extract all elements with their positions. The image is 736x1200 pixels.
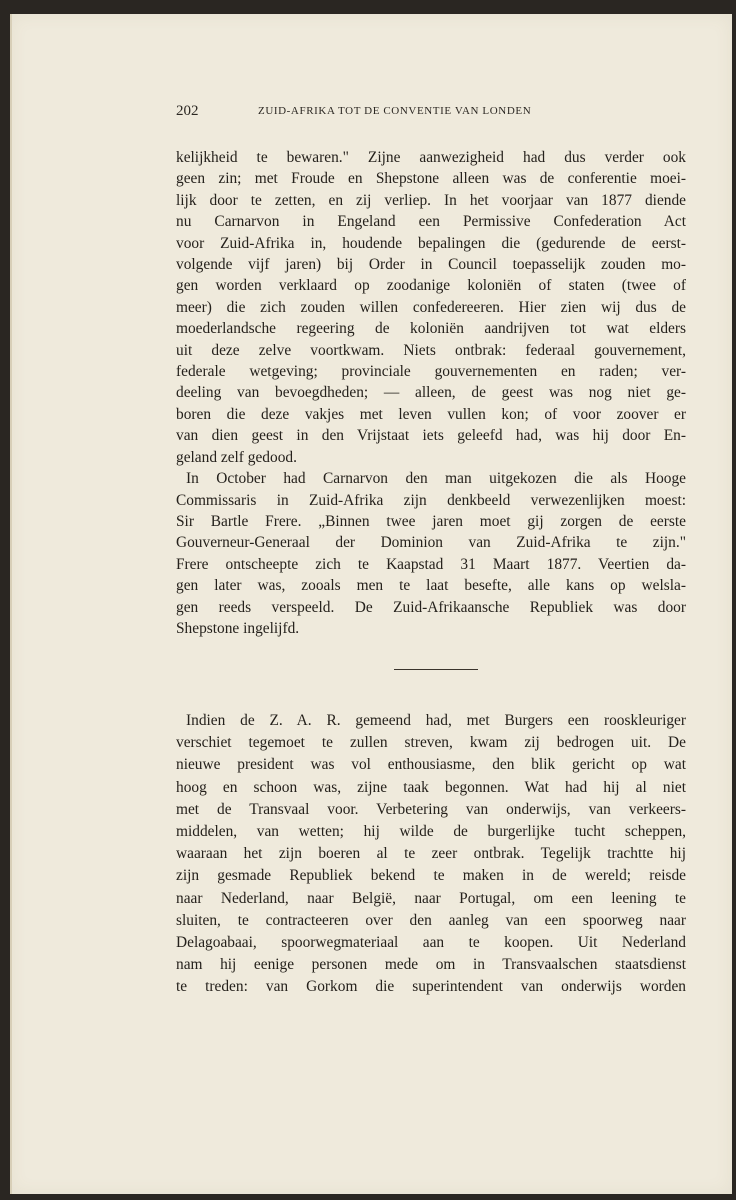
text-line: uit deze zelve voortkwam. Niets ontbrak: federaal gouvernement,	[176, 341, 686, 359]
text-line: gen worden verklaard op zoodanige koloniën of staten (twee of	[176, 277, 686, 295]
text-line: met de Transvaal voor. Verbetering van onderwijs, van verkeers-	[176, 800, 686, 818]
text-line: deeling van bevoegdheden; — alleen, de geest was nog niet ge-	[176, 384, 686, 402]
text-line: nam hij eenige personen mede om in Transvaalschen staatsdienst	[176, 956, 686, 974]
text-line: zijn gesmade Republiek bekend te maken in de wereld; reisde	[176, 867, 686, 885]
text-line: boren die deze vakjes met leven vullen kon; of voor zoover er	[176, 405, 686, 423]
text-line: Frere ontscheepte zich te Kaapstad 31 Maart 1877. Veertien da-	[176, 555, 686, 573]
running-head: ZUID-AFRIKA TOT DE CONVENTIE VAN LONDEN	[258, 105, 532, 117]
text-line: geland zelf gedood.	[176, 448, 297, 466]
text-line: Delagoabaai, spoorwegmateriaal aan te koopen. Uit Nederland	[176, 934, 686, 952]
text-line: In October had Carnarvon den man uitgekozen die als Hooge	[186, 470, 686, 488]
upper-text-block	[176, 147, 686, 639]
text-line: gen reeds verspeeld. De Zuid-Afrikaansche Republiek was door	[176, 598, 686, 616]
text-line: Sir Bartle Frere. „Binnen twee jaren moet gij zorgen de eerste	[176, 512, 686, 530]
text-line: middelen, van wetten; hij wilde de burgerlijke tucht scheppen,	[176, 823, 686, 841]
text-line: moederlandsche regeering de koloniën aandrijven tot wat elders	[176, 320, 686, 338]
text-line: Commissaris in Zuid-Afrika zijn denkbeeld verwezenlijken moest:	[176, 491, 686, 509]
text-line: te treden: van Gorkom die superintendent van onderwijs worden	[176, 978, 686, 996]
text-line: federale wetgeving; provinciale gouvernementen en raden; ver-	[176, 363, 686, 381]
text-line: Shepstone ingelijfd.	[176, 619, 300, 637]
text-line: volgende vijf jaren) bij Order in Council toepasselijk zouden mo-	[176, 256, 686, 274]
text-line: nieuwe president was vol enthousiasme, den blik gericht op wat	[176, 756, 686, 774]
text-line: meer) die zich zouden willen confedereeren. Hier zien wij dus de	[176, 298, 686, 316]
page-edge	[10, 14, 12, 1194]
text-line: lijk door te zetten, en zij verliep. In het voorjaar van 1877 diende	[176, 191, 686, 209]
text-line: hoog en schoon was, zijne taak begonnen. Wat had hij al niet	[176, 778, 686, 796]
text-line: sluiten, te contracteeren over den aanleg van een spoorweg naar	[176, 911, 686, 929]
lower-text-block	[176, 710, 686, 999]
text-line: geen zin; met Froude en Shepstone alleen was de conferentie moei-	[176, 170, 686, 188]
text-line: waaraan het zijn boeren al te zeer ontbrak. Tegelijk trachtte hij	[176, 845, 686, 863]
section-divider	[394, 669, 478, 670]
text-line: gen later was, zooals men te laat besefte, alle kans op welsla-	[176, 577, 686, 595]
text-line: van dien geest in den Vrijstaat iets geleefd had, was hij door En-	[176, 427, 686, 445]
text-line: nu Carnarvon in Engeland een Permissive Confederation Act	[176, 213, 686, 231]
text-line: naar Nederland, naar België, naar Portugal, om een leening te	[176, 889, 686, 907]
text-line: Gouverneur-Generaal der Dominion van Zuid-Afrika te zijn."	[176, 534, 686, 552]
text-line: Indien de Z. A. R. gemeend had, met Burgers een rooskleuriger	[186, 712, 686, 729]
text-line: verschiet tegemoet te zullen streven, kwam zij bedrogen uit. De	[176, 734, 686, 752]
text-line: voor Zuid-Afrika in, houdende bepalingen die (gedurende de eerst-	[176, 234, 686, 252]
text-line: kelijkheid te bewaren." Zijne aanwezigheid had dus verder ook	[176, 149, 686, 166]
page-number: 202	[176, 103, 199, 119]
